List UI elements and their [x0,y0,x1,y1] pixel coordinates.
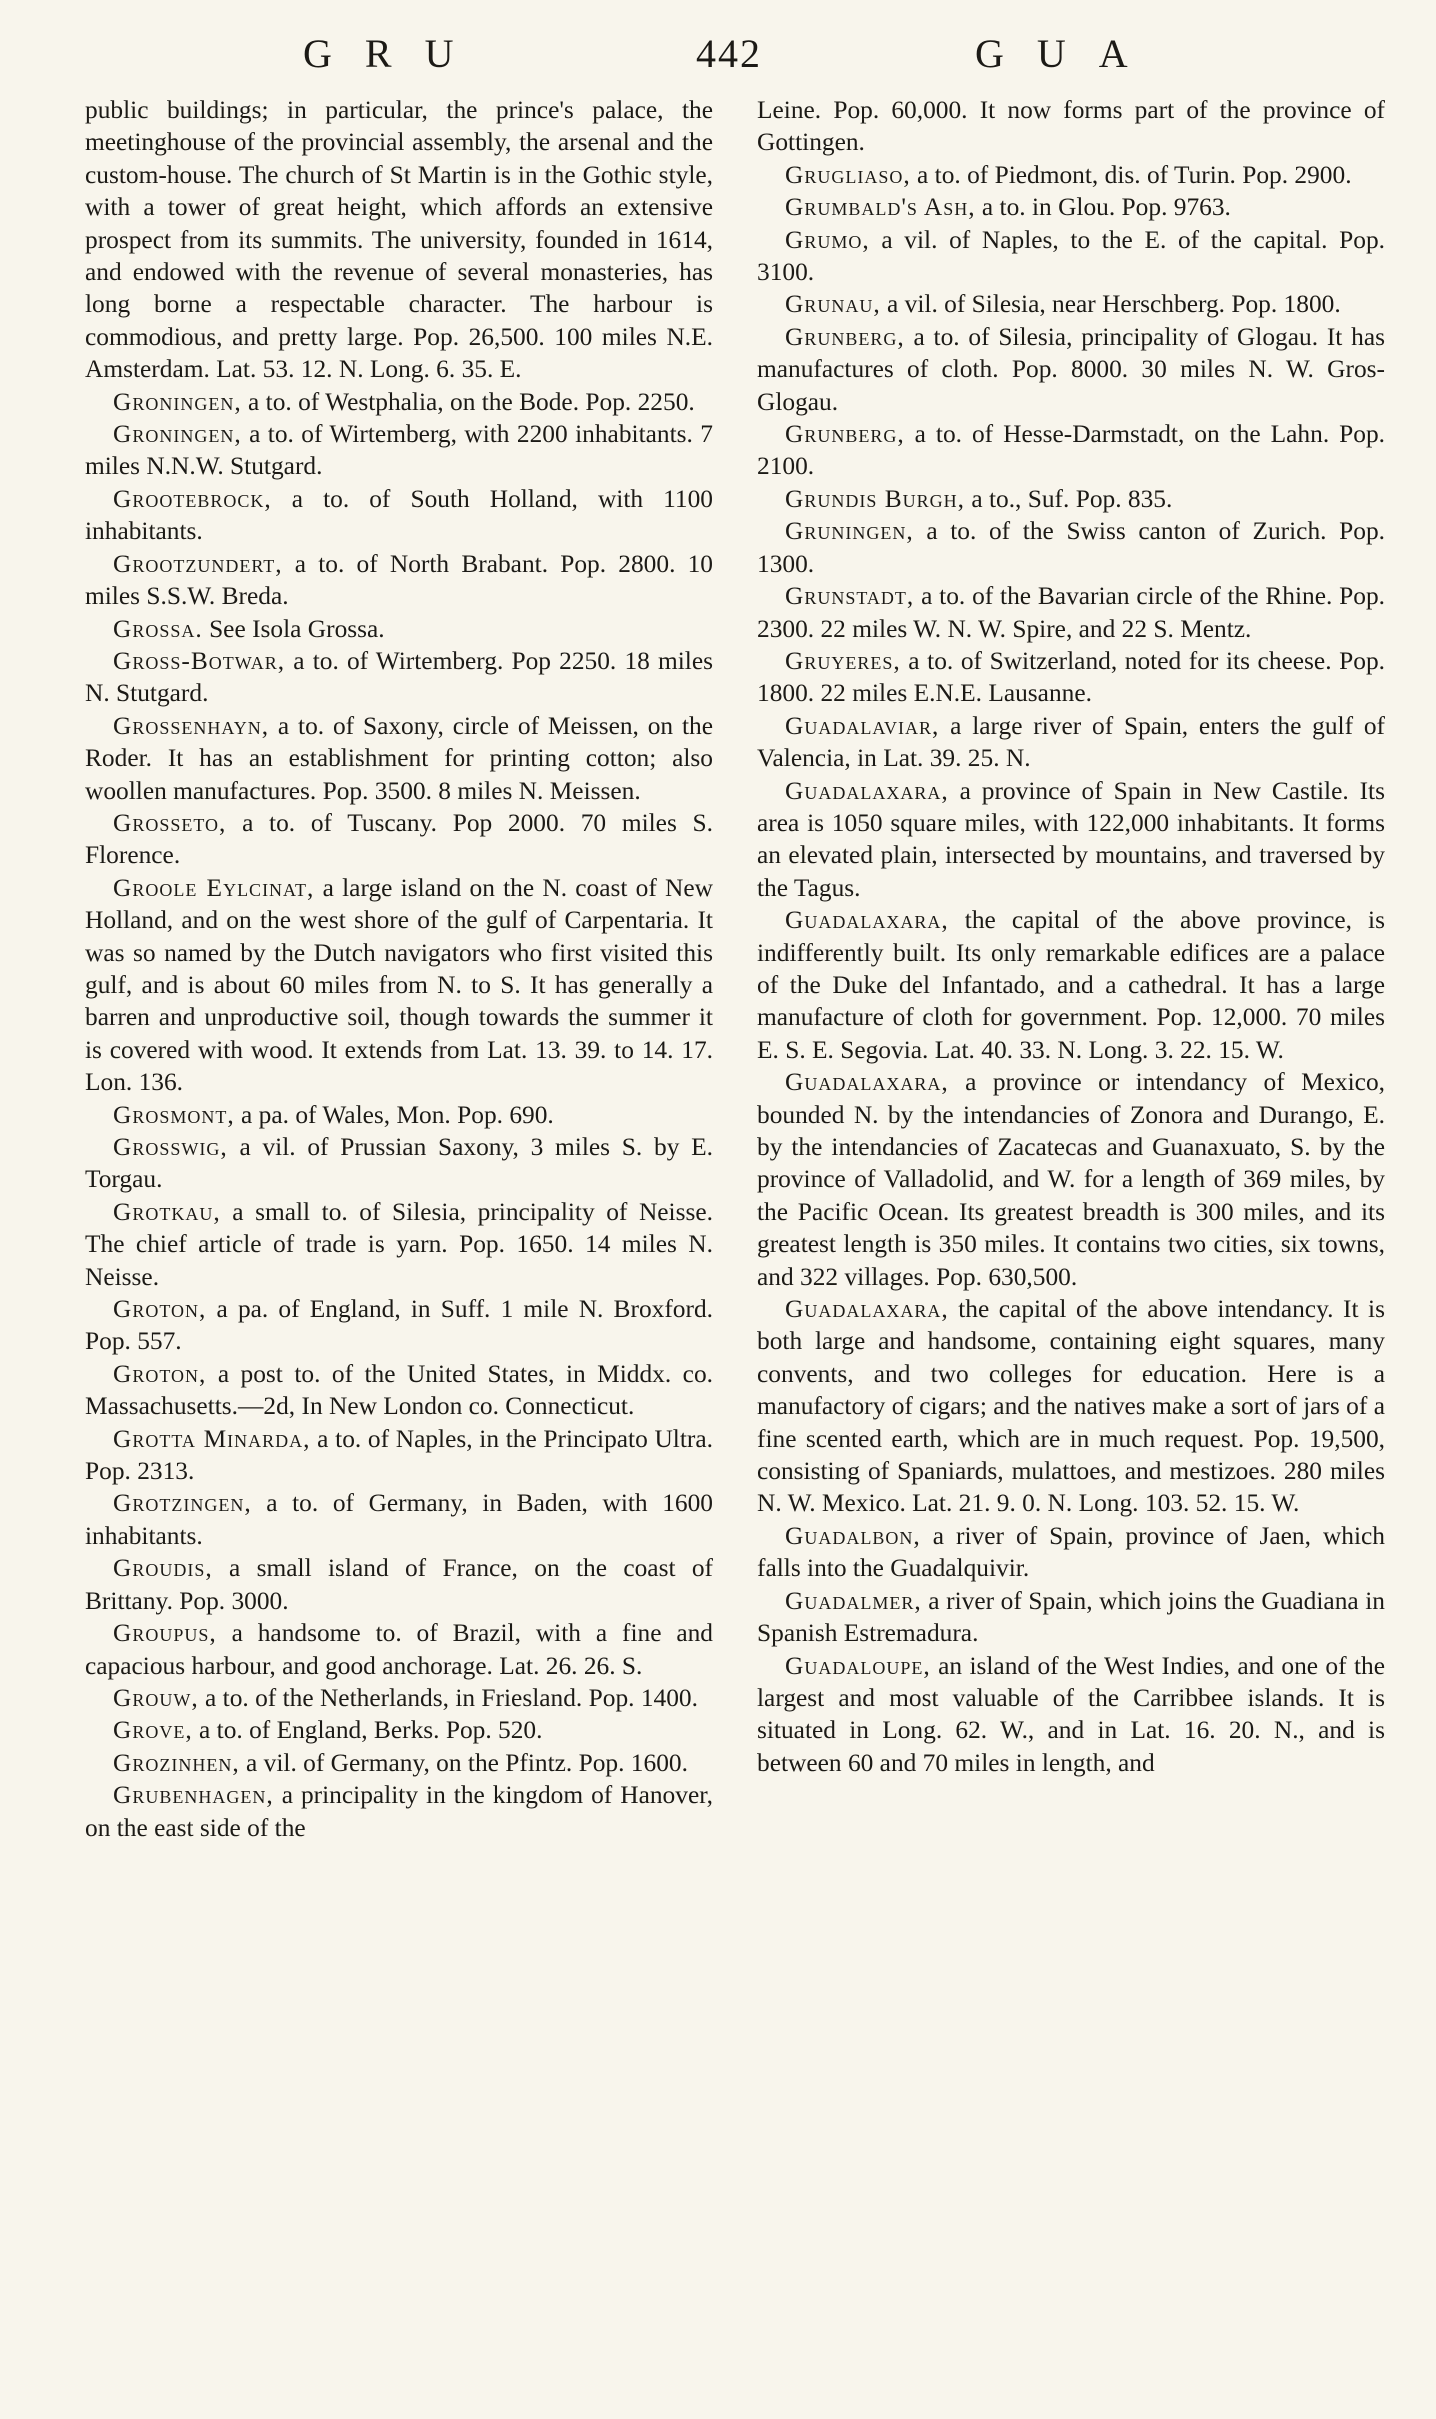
entry-headword: Guadalaxara, [785,1295,949,1324]
entry-headword: Gruningen, [785,517,914,546]
gazetteer-entry [85,1552,713,1617]
entry-text: a to. of North Brabant. Pop. 2800. 10 miles S.S.W. Breda. [85,549,713,611]
gazetteer-entry [85,548,713,613]
entry-headword: Grosseto, [113,808,227,837]
gazetteer-entry [757,580,1385,645]
entry-headword: Groole Eylcinat, [113,873,315,902]
running-head [0,30,1436,82]
gazetteer-entry [85,1617,713,1682]
entry-headword: Grootebrock, [113,484,272,513]
gazetteer-entry [757,483,1385,515]
gazetteer-entry [757,1585,1385,1650]
entry-text: a to. of Hesse-Darmstadt, on the Lahn. Pop. 2100. [757,420,1385,481]
gazetteer-entry [85,1682,713,1714]
entry-text: a to. in Glou. Pop. 9763. [975,193,1231,222]
gazetteer-entry [757,710,1385,775]
entry-text: a to. of the Swiss canton of Zurich. Pop. 1300. [757,517,1385,578]
gazetteer-entry [757,1066,1385,1293]
running-head-right: GUA [975,31,1161,76]
gazetteer-entry [757,904,1385,1066]
entry-text: a principality in the kingdom of Hanover, on the east side of the [85,1781,713,1842]
entry-text: a to. of Silesia, principality of Glogau. It has manufactures of cloth. Pop. 8000. 30 miles N. W. Gros-Glogau. [757,322,1385,416]
entry-headword: Grumo, [785,225,870,254]
gazetteer-entry [85,386,713,418]
gazetteer-entry [85,1487,713,1552]
running-head-left: GRU [303,31,487,76]
gazetteer-entry [85,613,713,645]
entry-headword: Grotkau, [113,1197,221,1226]
entry-text: a small to. of Silesia, principality of Neisse. The chief article of trade is yarn. Pop. 1650. 14 miles N. Neisse. [85,1197,713,1291]
entry-text: a river of Spain, which joins the Guadiana in Spanish Estremadura. [757,1586,1385,1648]
entry-text: a to. of Naples, in the Principato Ultra. Pop. 2313. [85,1424,713,1486]
gazetteer-entry [757,515,1385,580]
entry-headword: Grunberg, [785,322,905,351]
entry-text: a vil. of Silesia, near Herschberg. Pop. 1800. [880,290,1341,319]
entry-text: a handsome to. of Brazil, with a fine and capacious harbour, and good anchorage. Lat. 26. 26. S. [85,1619,713,1680]
gazetteer-entry [85,1099,713,1131]
entry-headword: Grunstadt, [785,582,915,611]
entry-headword: Guadalaviar, [785,711,940,740]
entry-text: a large river of Spain, enters the gulf of Valencia, in Lat. 39. 25. N. [757,711,1385,773]
entry-text: a to. of the Netherlands, in Friesland. Pop. 1400. [198,1683,698,1712]
entry-text: the capital of the above intendancy. It is both large and handsome, containing eight squares, many convents, and two colleges for education. Here is a manufactory of cigars; and the natives make a sort of jars of a fine scented earth, which are in much request. Pop. 19,500, consisting of Spaniards, mulattoes, and mestizoes. 280 miles N. W. Mexico. Lat. 21. 9. 0. N. Long. 103. 52. 15. W. [757,1295,1385,1518]
entry-headword: Groningen, [113,387,242,416]
gazetteer-entry [757,288,1385,320]
gazetteer-entry [85,645,713,710]
gazetteer-entry [85,1293,713,1358]
entry-headword: Grugliaso, [785,160,911,189]
entry-headword: Guadalmer, [785,1586,922,1615]
entry-text: a to., Suf. Pop. 835. [964,484,1173,513]
entry-headword: Grosswig, [113,1133,228,1161]
entry-text: a to. of Switzerland, noted for its cheese. Pop. 1800. 22 miles E.N.E. Lausanne. [757,646,1385,708]
entry-headword: Grotta Minarda, [113,1424,311,1453]
left-column [85,94,713,1844]
entry-text: a to. of Wirtemberg. Pop 2250. 18 miles N. Stutgard. [85,646,713,708]
entry-headword: Gross-Botwar, [113,646,286,675]
entry-text: a province of Spain in New Castile. Its area is 1050 square miles, with 122,000 inhabitants. It forms an elevated plain, intersected by mountains, and traversed by the Tagus. [757,776,1385,902]
entry-text: a to. of the Bavarian circle of the Rhine. Pop. 2300. 22 miles W. N. W. Spire, and 22 S. Mentz. [757,582,1385,643]
entry-text: a vil. of Germany, on the Pfintz. Pop. 1600. [239,1748,688,1777]
entry-text: a large island on the N. coast of New Holland, and on the west shore of the gulf of Carpentaria. It was so named by the Dutch navigators who first visited this gulf, and is about 60 miles from N. to S. It has generally a barren and unproductive soil, though towards the summer it is covered with wood. It extends from Lat. 13. 39. to 14. 17. Lon. 136. [85,873,713,1097]
entry-headword: Grosmont, [113,1100,235,1129]
entry-headword: Guadaloupe, [785,1651,931,1680]
entry-headword: Grozinhen, [113,1748,240,1777]
gazetteer-entry [757,224,1385,289]
gazetteer-entry [757,418,1385,483]
entry-headword: Grossa. [113,614,203,643]
entry-text: See Isola Grossa. [202,614,385,643]
gazetteer-entry [85,418,713,483]
entry-headword: Grotzingen, [113,1489,252,1518]
entry-text: a to. of Wirtemberg, with 2200 inhabitants. 7 miles N.N.W. Stutgard. [85,420,713,481]
gazetteer-entry [757,775,1385,905]
gazetteer-entry [85,1714,713,1746]
entry-headword: Grossenhayn, [113,711,270,740]
entry-headword: Gruyeres, [785,646,901,675]
entry-headword: Guadalaxara, [785,776,949,805]
entry-text: the capital of the above province, is indifferently built. Its only remarkable edifices are a palace of the Duke del Infantado, and a cathedral. It has a large manufacture of cloth for government. Pop. 12,000. 70 miles E. S. E. Segovia. Lat. 40. 33. N. Long. 3. 22. 15. W. [757,906,1385,1064]
entry-text: public buildings; in particular, the prince's palace, the meetinghouse of the provincial assembly, the arsenal and the custom-house. The church of St Martin is in the Gothic style, with a tower of great height, which affords an extensive prospect from its summits. The university, founded in 1614, and endowed with the revenue of several monasteries, has long borne a respectable character. The harbour is commodious, and pretty large. Pop. 26,500. 100 miles N.E. Amsterdam. Lat. 53. 12. N. Long. 6. 35. E. [85,96,713,384]
gazetteer-entry [85,1423,713,1488]
entry-text: an island of the West Indies, and one of the largest and most valuable of the Carribbee islands. It is situated in Long. 62. W., and in Lat. 16. 20. N., and is between 60 and 70 miles in length, and [757,1651,1385,1777]
entry-text: a to. of Piedmont, dis. of Turin. Pop. 2900. [910,160,1352,189]
entry-headword: Groton, [113,1359,207,1388]
entry-headword: Grunau, [785,290,881,319]
entry-headword: Grove, [113,1716,193,1745]
entry-headword: Guadalaxara, [785,906,949,935]
entry-text: a to. of South Holland, with 1100 inhabitants. [85,484,713,546]
gazetteer-entry [757,321,1385,418]
gazetteer-entry [85,807,713,872]
gazetteer-entry [85,872,713,1099]
gazetteer-entry [757,1520,1385,1585]
entry-text: a to. of Westphalia, on the Bode. Pop. 2250. [241,387,695,416]
entry-text: a to. of Tuscany. Pop 2000. 70 miles S. Florence. [85,808,713,870]
entry-headword: Grundis Burgh, [785,484,965,513]
entry-text: a pa. of Wales, Mon. Pop. 690. [234,1100,554,1129]
gazetteer-entry [85,1779,713,1844]
entry-headword: Grumbald's Ash, [785,193,976,222]
entry-headword: Groton, [113,1295,207,1324]
gazetteer-entry [85,94,713,386]
gazetteer-entry [757,94,1385,159]
entry-text: Leine. Pop. 60,000. It now forms part of the province of Gottingen. [757,96,1385,157]
entry-headword: Grunberg, [785,420,905,449]
gazetteer-entry [85,1196,713,1293]
entry-headword: Guadalbon, [785,1521,921,1550]
entry-headword: Grootzundert, [113,549,283,578]
entry-headword: Groudis, [113,1554,213,1583]
entry-text: a river of Spain, province of Jaen, which falls into the Guadalquivir. [757,1521,1385,1583]
right-column [757,94,1385,1844]
gazetteer-entry [85,710,713,807]
page-number: 442 [696,31,762,76]
entry-text: a vil. of Naples, to the E. of the capital. Pop. 3100. [757,225,1385,287]
entry-headword: Grubenhagen, [113,1781,274,1810]
gazetteer-entry [757,191,1385,223]
gazetteer-entry [85,1747,713,1779]
entry-text: a province or intendancy of Mexico, bounded N. by the intendancies of Zonora and Durango, E. by the intendancies of Zacatecas and Guanaxuato, S. by the province of Valladolid, and W. for a length of 369 miles, by the Pacific Ocean. Its greatest breadth is 300 miles, and its greatest length is 350 miles. It contains two cities, six towns, and 322 villages. Pop. 630,500. [757,1068,1385,1291]
gazetteer-entry [757,1650,1385,1780]
gazetteer-entry [757,645,1385,710]
gazetteer-entry [85,1131,713,1196]
entry-text: a post to. of the United States, in Middx. co. Massachusetts.—2d, In New London co. Connecticut. [85,1359,713,1421]
entry-text: a to. of Saxony, circle of Meissen, on the Roder. It has an establishment for printing cotton; also woollen manufactures. Pop. 3500. 8 miles N. Meissen. [85,711,713,805]
text-columns [85,94,1385,1844]
entry-headword: Grouw, [113,1683,199,1712]
entry-headword: Groupus, [113,1619,217,1648]
gazetteer-entry [757,159,1385,191]
entry-text: a to. of Germany, in Baden, with 1600 inhabitants. [85,1489,713,1550]
entry-headword: Groningen, [113,420,242,449]
gazetteer-entry [85,483,713,548]
gazetteer-entry [757,1293,1385,1520]
entry-headword: Guadalaxara, [785,1068,949,1097]
entry-text: a small island of France, on the coast of Brittany. Pop. 3000. [85,1554,713,1615]
entry-text: a vil. of Prussian Saxony, 3 miles S. by E. Torgau. [85,1133,713,1194]
entry-text: a pa. of England, in Suff. 1 mile N. Broxford. Pop. 557. [85,1295,713,1356]
entry-text: a to. of England, Berks. Pop. 520. [192,1716,543,1745]
gazetteer-entry [85,1358,713,1423]
